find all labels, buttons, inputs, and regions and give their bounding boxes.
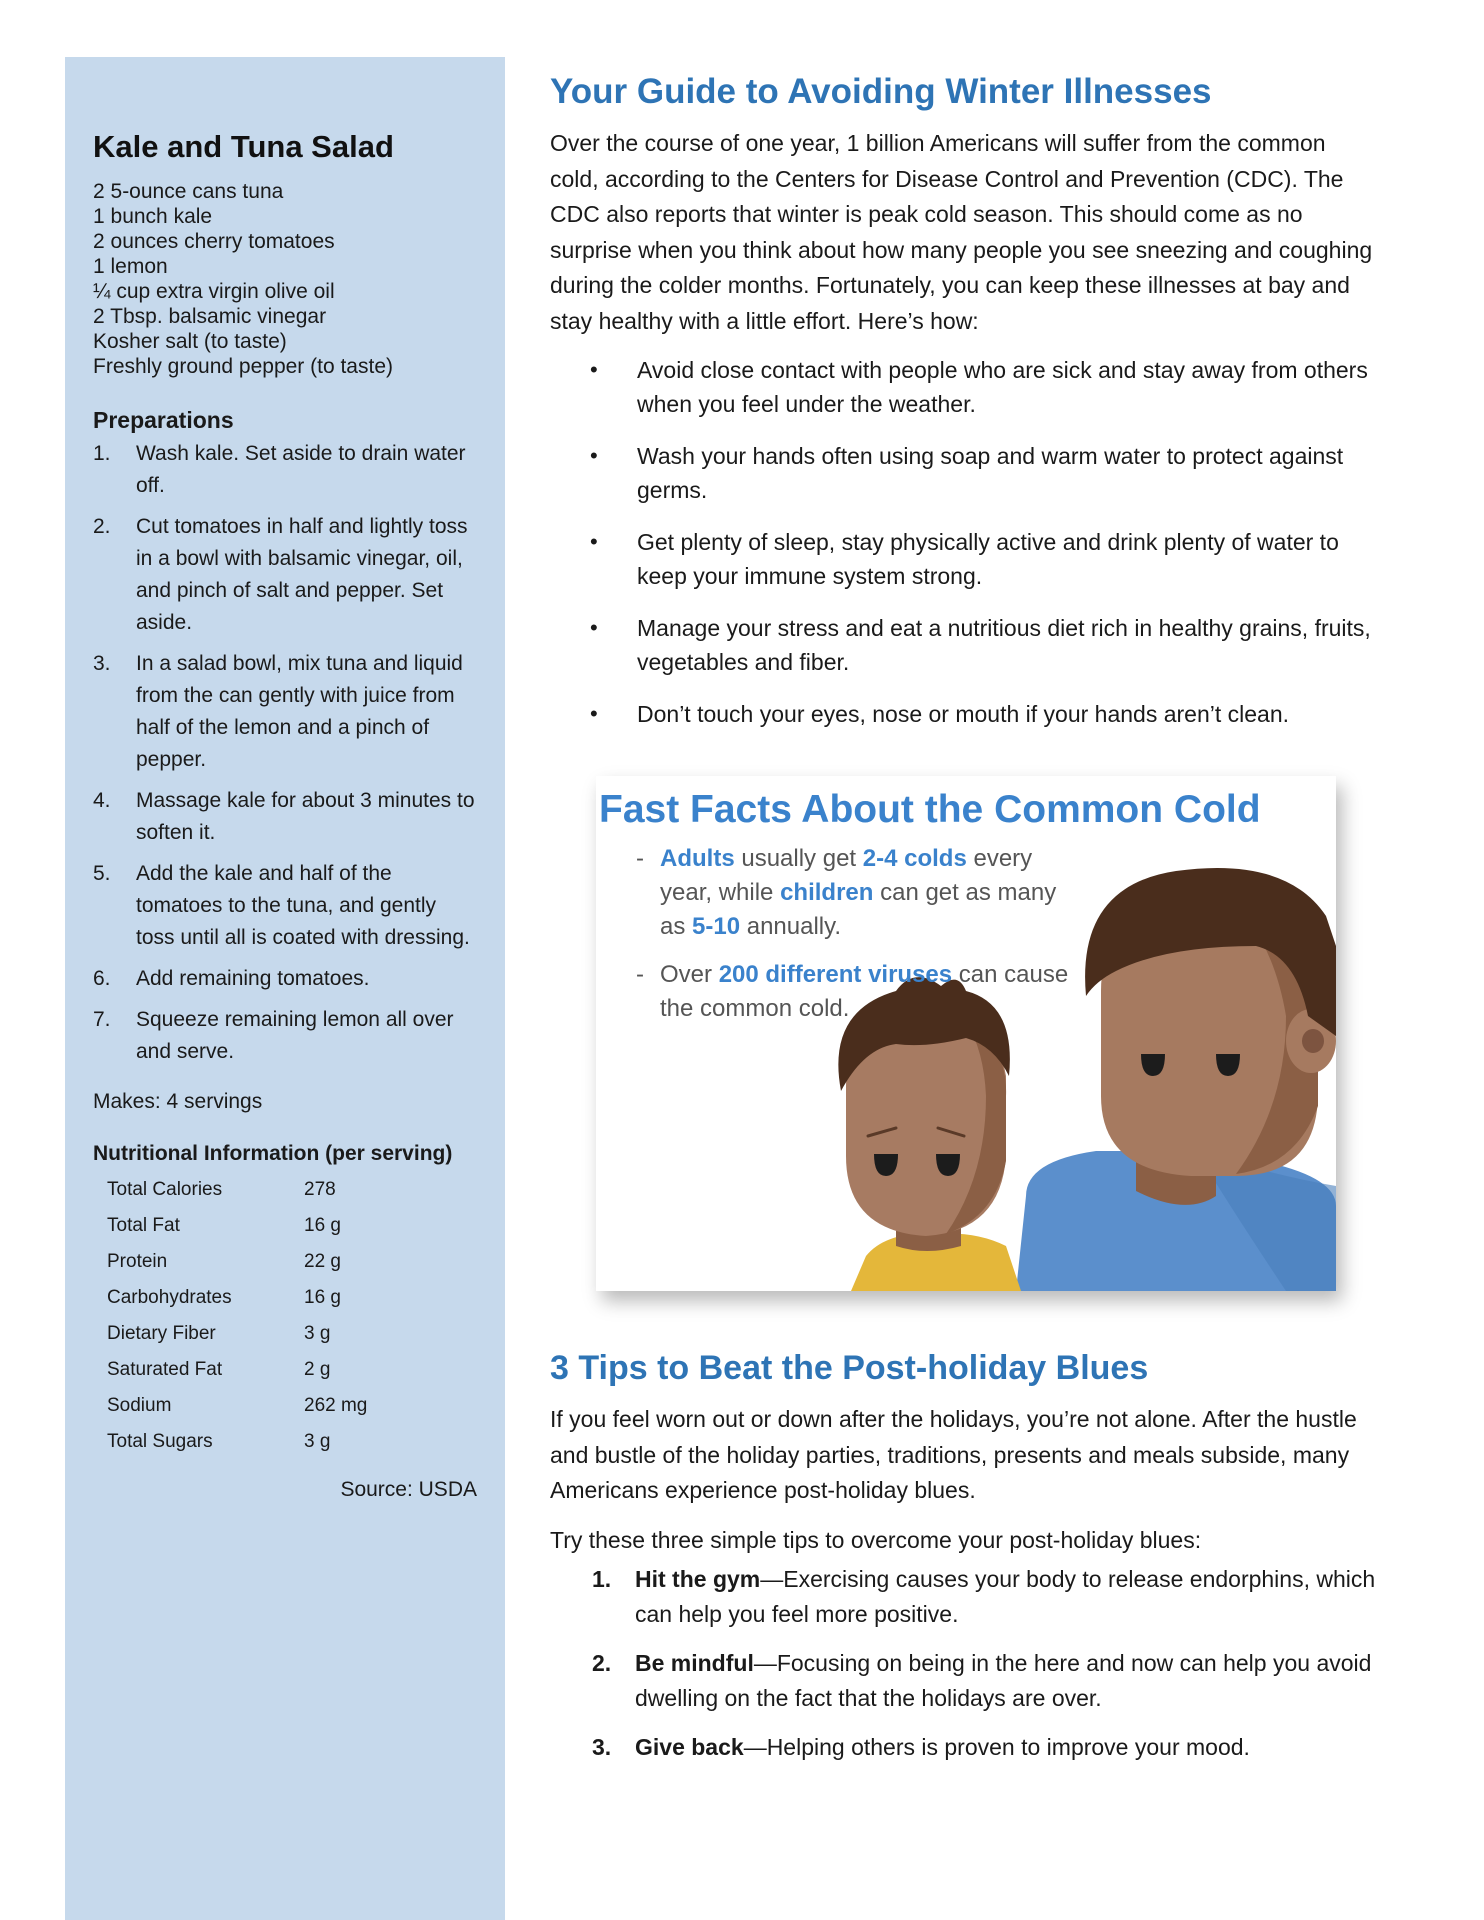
- step-text: Wash kale. Set aside to drain water off.: [136, 442, 466, 497]
- fact-fragment: Over: [660, 961, 719, 988]
- nutrition-row: [107, 1316, 477, 1352]
- tip-body: —Helping others is proven to improve your mood.: [743, 1734, 1250, 1760]
- nutrient-label: Total Fat: [107, 1215, 180, 1236]
- step-number: 2.: [93, 515, 111, 538]
- infographic-title: Fast Facts About the Common Cold: [599, 788, 1261, 831]
- step-item: [93, 511, 477, 639]
- nutrient-value: 16 g: [304, 1215, 341, 1236]
- ingredient-item: ¼ cup extra virgin olive oil: [93, 280, 335, 303]
- nutrition-heading: Nutritional Information (per serving): [93, 1142, 453, 1165]
- facts-list: [636, 842, 1076, 1040]
- step-item: [93, 1004, 477, 1068]
- tip-heading: Hit the gym: [635, 1566, 761, 1592]
- tip-text: [635, 1562, 1380, 1632]
- bullet-text: Don’t touch your eyes, nose or mouth if your hands aren’t clean.: [637, 701, 1290, 727]
- step-text: Massage kale for about 3 minutes to soften it.: [136, 789, 475, 844]
- tip-item: [592, 1730, 1380, 1765]
- tip-number: 2.: [592, 1650, 612, 1676]
- nutrition-row: [107, 1424, 477, 1460]
- ingredient-item: Kosher salt (to taste): [93, 330, 287, 353]
- step-item: [93, 858, 477, 954]
- fact-fragment: every year, while: [660, 845, 1033, 906]
- nutrition-row: [107, 1352, 477, 1388]
- nutrient-value: 3 g: [304, 1431, 331, 1452]
- tip-heading: Be mindful: [635, 1650, 754, 1676]
- step-text: Cut tomatoes in half and lightly toss in a bowl with balsamic vinegar, oil, and pinch of salt and pepper. Set aside.: [136, 515, 468, 634]
- tip-number: 1.: [592, 1566, 612, 1592]
- highlight-adults: Adults: [660, 845, 735, 872]
- fact-fragment: can cause the common cold.: [660, 961, 1069, 1022]
- nutrition-row: [107, 1388, 477, 1424]
- bullet-item: [590, 525, 1380, 593]
- nutrition-row: [107, 1244, 477, 1280]
- dash-bullet: -: [636, 845, 644, 872]
- highlight-colds: 2-4 colds: [862, 845, 967, 872]
- nutrient-value: 3 g: [304, 1323, 331, 1344]
- ingredient-item: 2 ounces cherry tomatoes: [93, 230, 335, 253]
- nutrient-value: 22 g: [304, 1251, 341, 1272]
- dash-bullet: -: [636, 961, 644, 988]
- nutrient-value: 16 g: [304, 1287, 341, 1308]
- recipe-sidebar: [65, 57, 505, 1920]
- bullet-item: [590, 353, 1380, 421]
- nutrition-source: Source: USDA: [340, 1478, 477, 1501]
- nutrient-label: Dietary Fiber: [107, 1323, 216, 1344]
- step-number: 5.: [93, 862, 111, 885]
- nutrient-label: Total Calories: [107, 1179, 223, 1200]
- bullet-icon: •: [590, 615, 598, 640]
- step-number: 3.: [93, 652, 111, 675]
- step-item: [93, 438, 477, 502]
- nutrient-label: Protein: [107, 1251, 168, 1272]
- nutrition-row: [107, 1280, 477, 1316]
- ingredient-item: Freshly ground pepper (to taste): [93, 355, 393, 378]
- nutrient-value: 262 mg: [304, 1395, 368, 1416]
- nutrition-row: [107, 1172, 477, 1208]
- bullet-item: [590, 697, 1380, 731]
- nutrient-value: 2 g: [304, 1359, 331, 1380]
- bullet-icon: •: [590, 357, 598, 382]
- step-item: [93, 963, 477, 995]
- ingredient-item: 1 lemon: [93, 255, 168, 278]
- highlight-viruses: 200 different viruses: [718, 961, 953, 988]
- step-item: [93, 648, 477, 776]
- ingredient-item: 2 5-ounce cans tuna: [93, 180, 284, 203]
- article-title: 3 Tips to Beat the Post-holiday Blues: [550, 1349, 1149, 1387]
- common-cold-infographic: [596, 776, 1336, 1291]
- tip-text: [635, 1730, 1380, 1765]
- article-paragraph: Try these three simple tips to overcome your post-holiday blues:: [550, 1526, 1202, 1553]
- tip-heading: Give back: [635, 1734, 744, 1760]
- bullet-item: [590, 611, 1380, 679]
- nutrient-label: Carbohydrates: [107, 1287, 232, 1308]
- main-content: [550, 72, 1380, 1779]
- fact-item: [636, 842, 1076, 944]
- step-text: In a salad bowl, mix tuna and liquid from the can gently with juice from half of the lemon and a pinch of pepper.: [136, 652, 463, 771]
- step-text: Add the kale and half of the tomatoes to the tuna, and gently toss until all is coated with dressing.: [136, 862, 470, 949]
- nutrition-table: [107, 1172, 477, 1460]
- bullet-icon: •: [590, 443, 598, 468]
- ingredient-item: 2 Tbsp. balsamic vinegar: [93, 305, 327, 328]
- fact-text: [660, 842, 1076, 944]
- bullet-text: Wash your hands often using soap and warm water to protect against germs.: [637, 443, 1344, 503]
- highlight-children: children: [780, 879, 874, 906]
- tip-body: —Exercising causes your body to release endorphins, which can help you feel more positive.: [635, 1566, 1376, 1627]
- fact-item: [636, 958, 1076, 1026]
- bullet-icon: •: [590, 529, 598, 554]
- fact-fragment: usually get: [734, 845, 863, 872]
- step-number: 4.: [93, 789, 111, 812]
- tips-numbered-list: [592, 1562, 1380, 1765]
- nutrient-label: Sodium: [107, 1395, 172, 1416]
- step-number: 7.: [93, 1008, 111, 1031]
- ingredient-list: [93, 179, 477, 379]
- step-number: 6.: [93, 967, 111, 990]
- tips-bullet-list: [590, 353, 1380, 731]
- preparations-heading: Preparations: [93, 407, 234, 433]
- bullet-text: Avoid close contact with people who are sick and stay away from others when you feel under the weather.: [637, 357, 1368, 417]
- nutrient-label: Total Sugars: [107, 1431, 213, 1452]
- bullet-text: Manage your stress and eat a nutritious diet rich in healthy grains, fruits, vegetables and fiber.: [637, 615, 1371, 675]
- nutrient-label: Saturated Fat: [107, 1359, 223, 1380]
- article-title: Your Guide to Avoiding Winter Illnesses: [550, 72, 1212, 111]
- article-paragraph: If you feel worn out or down after the holidays, you’re not alone. After the hustle and bustle of the holiday parties, traditions, presents and meals subside, many Americans experience post-holiday blues.: [550, 1406, 1357, 1503]
- bullet-icon: •: [590, 701, 598, 726]
- recipe-title: Kale and Tuna Salad: [93, 129, 394, 164]
- fact-fragment: annually.: [740, 913, 842, 940]
- nutrient-value: 278: [304, 1179, 336, 1200]
- step-text: Squeeze remaining lemon all over and serve.: [136, 1008, 454, 1063]
- step-item: [93, 785, 477, 849]
- highlight-count: 5-10: [692, 913, 741, 940]
- article-intro: Over the course of one year, 1 billion Americans will suffer from the common cold, according to the Centers for Disease Control and Prevention (CDC). The CDC also reports that winter is peak cold season. This should come as no surprise when you think about how many people you see sneezing and coughing during the colder months. Fortunately, you can keep these illnesses at bay and stay healthy with a little effort. Here’s how:: [550, 130, 1373, 334]
- ingredient-item: 1 bunch kale: [93, 205, 213, 228]
- tip-item: [592, 1562, 1380, 1632]
- fact-fragment: can get as many as: [660, 879, 1057, 940]
- tip-item: [592, 1646, 1380, 1716]
- tip-number: 3.: [592, 1734, 612, 1760]
- tip-text: [635, 1646, 1380, 1716]
- tip-body: —Focusing on being in the here and now can help you avoid dwelling on the fact that the holidays are over.: [635, 1650, 1372, 1711]
- servings-text: Makes: 4 servings: [93, 1090, 263, 1113]
- bullet-item: [590, 439, 1380, 507]
- step-text: Add remaining tomatoes.: [136, 967, 370, 990]
- nutrition-row: [107, 1208, 477, 1244]
- step-number: 1.: [93, 442, 111, 465]
- fact-text: [660, 958, 1076, 1026]
- preparation-steps: [93, 438, 477, 1068]
- bullet-text: Get plenty of sleep, stay physically active and drink plenty of water to keep your immune system strong.: [637, 529, 1339, 589]
